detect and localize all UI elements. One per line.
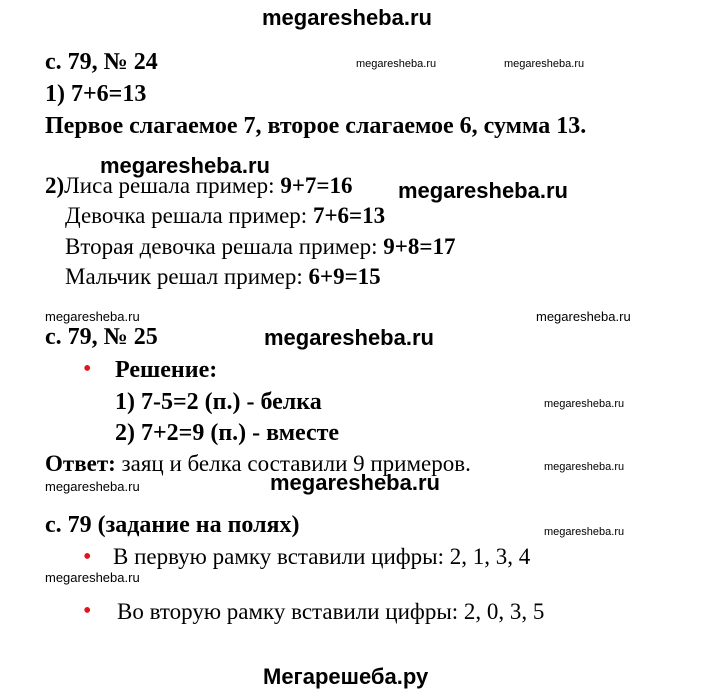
task24-fox-text: Лиса решала пример:	[64, 173, 281, 198]
task24-girl-text: Девочка решала пример:	[65, 203, 313, 228]
watermark-small: megaresheba.ru	[45, 309, 140, 324]
task25-step2: 2) 7+2=9 (п.) - вместе	[115, 420, 340, 446]
task25-step1: 1) 7-5=2 (п.) - белка	[115, 389, 322, 415]
watermark-top: megaresheba.ru	[262, 5, 432, 30]
watermark-small: megaresheba.ru	[544, 398, 625, 410]
task24-girl2-expr: 9+8=17	[383, 234, 456, 259]
task24-heading: с. 79, № 24	[45, 49, 158, 75]
margin-task-item1: В первую рамку вставили цифры: 2, 1, 3, 4	[113, 544, 531, 569]
task24-girl2-line	[65, 235, 456, 258]
watermark-mid: megaresheba.ru	[398, 178, 568, 203]
task25-answer-text: заяц и белка составили 9 примеров.	[115, 451, 471, 476]
bullet-icon: •	[83, 356, 92, 382]
watermark-small: megaresheba.ru	[356, 58, 437, 70]
bullet-icon: •	[83, 598, 92, 624]
watermark-small: megaresheba.ru	[45, 479, 140, 494]
task24-p2-num: 2)	[45, 173, 65, 198]
watermark-footer: Мегарешеба.ру	[263, 664, 429, 689]
task24-boy-expr: 6+9=15	[308, 264, 381, 289]
watermark-mid: megaresheba.ru	[264, 325, 434, 350]
watermark-small: megaresheba.ru	[504, 58, 585, 70]
task24-girl2-text: Вторая девочка решала пример:	[65, 234, 384, 259]
watermark-small: megaresheba.ru	[544, 526, 625, 538]
task24-line2: Первое слагаемое 7, второе слагаемое 6, сумма 13.	[45, 113, 587, 139]
task24-boy-line	[65, 265, 381, 288]
margin-task-item2: Во вторую рамку вставили цифры: 2, 0, 3, 5	[117, 599, 545, 624]
task24-boy-text: Мальчик решал пример:	[65, 264, 309, 289]
task24-girl-line	[65, 204, 385, 227]
bullet-icon: •	[83, 544, 92, 570]
watermark-mid: megaresheba.ru	[270, 470, 440, 495]
watermark-mid: megaresheba.ru	[100, 153, 270, 178]
watermark-small: megaresheba.ru	[45, 570, 140, 585]
task24-girl-expr: 7+6=13	[312, 203, 386, 228]
watermark-small: megaresheba.ru	[544, 461, 625, 473]
task24-fox-line	[45, 174, 353, 197]
task25-solution-label: Решение:	[115, 357, 218, 383]
task24-line1: 1) 7+6=13	[45, 81, 147, 107]
margin-task-heading: с. 79 (задание на полях)	[45, 512, 300, 538]
task25-heading: с. 79, № 25	[45, 324, 158, 350]
task25-answer-label: Ответ:	[45, 451, 116, 476]
task24-fox-expr: 9+7=16	[280, 173, 353, 198]
watermark-small: megaresheba.ru	[536, 309, 631, 324]
